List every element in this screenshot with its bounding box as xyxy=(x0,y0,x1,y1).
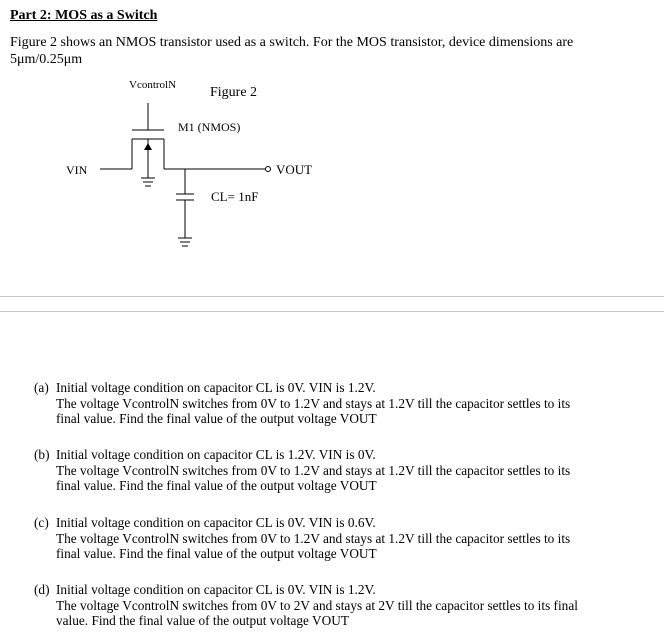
question-line-2: The voltage VcontrolN switches from 0V to 1.2V and stays at 1.2V till the capacitor settles to its xyxy=(56,530,571,546)
circuit-figure xyxy=(0,70,664,260)
question-label: (d) xyxy=(34,582,50,597)
question-line-3: final value. Find the final value of the output voltage VOUT xyxy=(56,411,377,426)
question-b xyxy=(34,447,570,494)
intro-line-2: 5μm/0.25μm xyxy=(10,52,83,67)
vout-label: VOUT xyxy=(276,162,313,177)
question-label: (c) xyxy=(34,515,49,530)
question-c xyxy=(34,515,570,562)
question-label: (b) xyxy=(34,447,50,462)
question-line-1: Initial voltage condition on capacitor CL is 0V. VIN is 0.6V. xyxy=(56,515,376,530)
section-title: Part 2: MOS as a Switch xyxy=(10,8,158,23)
question-line-3: final value. Find the final value of the output voltage VOUT xyxy=(56,478,377,493)
question-line-2: The voltage VcontrolN switches from 0V to 2V and stays at 2V till the capacitor settles to its final xyxy=(56,597,578,613)
question-line-3: final value. Find the final value of the output voltage VOUT xyxy=(56,546,377,561)
question-d xyxy=(34,582,578,629)
output-terminal xyxy=(266,167,271,172)
vin-label: VIN xyxy=(66,163,88,177)
question-line-2: The voltage VcontrolN switches from 0V to 1.2V and stays at 1.2V till the capacitor settles to its xyxy=(56,462,571,478)
question-line-1: Initial voltage condition on capacitor CL is 1.2V. VIN is 0V. xyxy=(56,447,376,462)
transistor-label: M1 (NMOS) xyxy=(178,120,241,134)
divider-bottom xyxy=(0,311,664,312)
question-line-2: The voltage VcontrolN switches from 0V to 1.2V and stays at 1.2V till the capacitor settles to its xyxy=(56,395,571,411)
question-line-1: Initial voltage condition on capacitor CL is 0V. VIN is 1.2V. xyxy=(56,582,376,597)
question-label: (a) xyxy=(34,380,49,395)
capacitor-label: CL= 1nF xyxy=(211,189,259,204)
body-arrow-head xyxy=(144,143,152,150)
question-line-3: value. Find the final value of the output voltage VOUT xyxy=(56,613,349,628)
figure-caption: Figure 2 xyxy=(210,85,258,100)
question-a xyxy=(34,380,570,427)
divider-top xyxy=(0,296,664,297)
intro-paragraph xyxy=(10,34,650,68)
control-label: VcontrolN xyxy=(129,79,177,91)
question-line-1: Initial voltage condition on capacitor CL is 0V. VIN is 1.2V. xyxy=(56,380,376,395)
intro-line-1: Figure 2 shows an NMOS transistor used as a switch. For the MOS transistor, device dimensions are xyxy=(10,35,574,50)
